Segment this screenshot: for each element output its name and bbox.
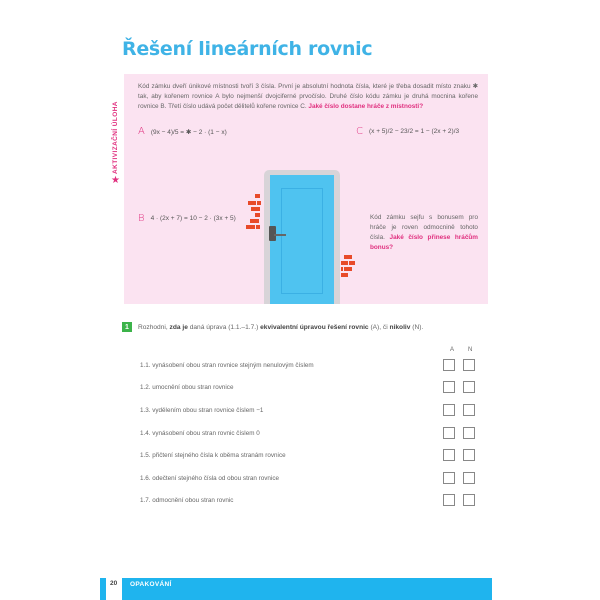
checkbox-a-1-6[interactable] [443,472,455,484]
activity-question: Jaké číslo dostane hráče z místnosti? [308,103,424,110]
checkbox-n-1-7[interactable] [463,494,475,506]
checkbox-n-1-1[interactable] [463,359,475,371]
item-label: 1.2. umocnění obou stran rovnice [140,383,234,391]
checkbox-n-1-6[interactable] [463,472,475,484]
equation-b [138,213,236,224]
item-label: 1.3. vydělením obou stran rovnice číslem −1 [140,406,264,414]
checkbox-a-1-4[interactable] [443,427,455,439]
list-item [140,380,480,394]
door-panel [281,188,323,294]
checkbox-a-1-2[interactable] [443,381,455,393]
task-instruction: 1 Rozhodni, zda je daná úprava (1.1.–1.7.) ekvivalentní úpravou řešení rovnic (A), či nikoliv (N). [122,322,423,332]
checkbox-n-1-5[interactable] [463,449,475,461]
brick-icon [341,273,348,277]
equation-expr: 4 · (2x + 7) = 10 − 2 · (3x + 5) [150,215,236,222]
activity-box [124,74,488,304]
checkbox-a-1-7[interactable] [443,494,455,506]
checkbox-a-1-1[interactable] [443,359,455,371]
page-title: Řešení lineárních rovnic [122,38,373,60]
item-label: 1.7. odmocnění obou stran rovnic [140,496,234,504]
brick-icon [257,201,261,205]
brick-icon [255,213,260,217]
column-header-n: N [468,347,473,353]
door-handle-icon [274,234,286,236]
activity-intro: Kód zámku dveří únikové místnosti tvoří 3 čísla. První je absolutní hodnota čísla, které je třeba dosadit místo znaku ✱ tak, aby kořenem rovnice A bylo nejmenší dvojciferné prvočíslo. Druhé číslo kódu zámku je druhá mocnina kořene rovnice B. Třetí číslo udává počet dělitelů kořene rovnice C. Jaké číslo dostane hráče z místnosti? [138,83,478,110]
brick-icon [349,261,355,265]
brick-icon [344,255,352,259]
footer-bar [122,578,492,600]
brick-icon [246,225,255,229]
brick-icon [248,201,256,205]
checkbox-n-1-2[interactable] [463,381,475,393]
checkbox-a-1-5[interactable] [443,449,455,461]
footer-section-label: OPAKOVÁNÍ [130,581,172,588]
equation-letter: B [138,213,145,224]
task-number-badge: 1 [122,322,132,332]
brick-icon [250,219,259,223]
equation-letter: A [138,126,145,137]
activity-side-label [110,74,124,304]
column-header-a: A [450,347,455,353]
item-label: 1.6. odečtení stejného čísla od obou stran rovnice [140,474,279,482]
brick-icon [256,225,260,229]
side-label-text: AKTIVIZAČNÍ ÚLOHA [112,101,119,174]
equation-a [138,126,227,137]
footer-left-bar [100,578,106,600]
brick-icon [251,207,260,211]
list-item [140,493,480,507]
list-item [140,403,480,417]
equation-letter: C [356,126,363,137]
page-number: 20 [110,580,118,587]
brick-icon [341,261,348,265]
equation-c [356,126,459,137]
brick-icon [255,194,260,198]
star-icon: ★ [111,175,120,186]
brick-icon [344,267,352,271]
list-item [140,448,480,462]
bonus-question: Jaké číslo přinese hráčům bonus? [370,234,478,251]
brick-icon [341,267,343,271]
equation-expr: (x + 5)/2 − 23/2 = 1 − (2x + 2)/3 [368,128,460,135]
bonus-text: Kód zámku sejfu s bonusem pro hráče je roven odmocnině tohoto čísla. Jaké číslo přinese hráčům bonus? [370,214,478,251]
equation-expr: (9x − 4)/5 = ✱ − 2 · (1 − x) [150,128,227,136]
checkbox-n-1-3[interactable] [463,404,475,416]
checkbox-a-1-3[interactable] [443,404,455,416]
list-item [140,358,480,372]
item-label: 1.5. přičtení stejného čísla k oběma stranám rovnice [140,451,286,459]
checkbox-n-1-4[interactable] [463,427,475,439]
item-label: 1.1. vynásobení obou stran rovnice stejným nenulovým číslem [140,361,314,369]
list-item [140,426,480,440]
item-label: 1.4. vynásobení obou stran rovnic číslem 0 [140,429,260,437]
list-item [140,471,480,485]
